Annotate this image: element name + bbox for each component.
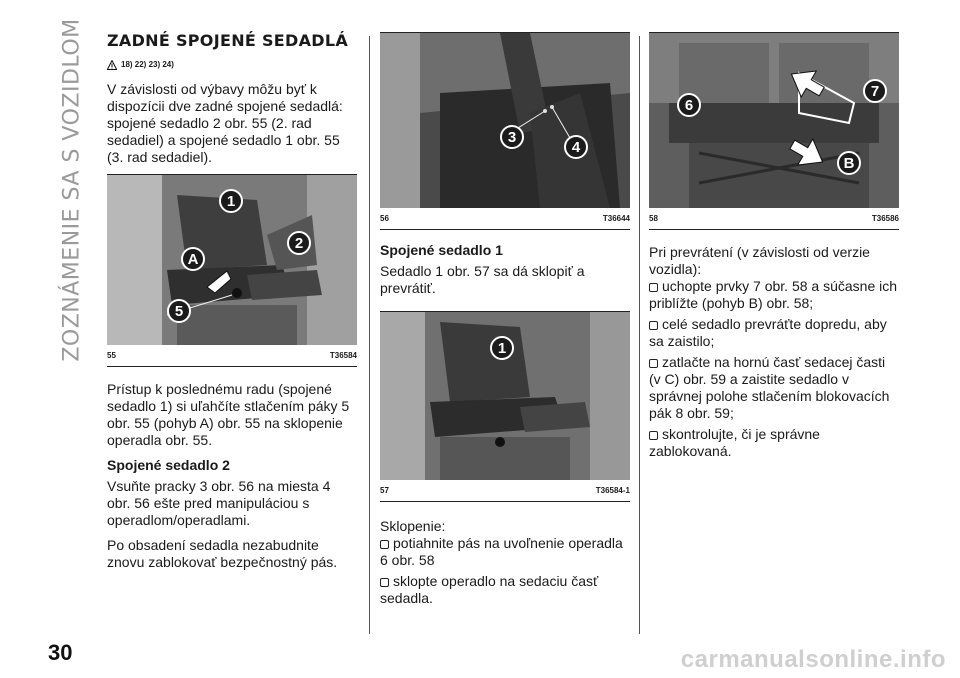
figure-55-caption: 55 T36584 — [107, 347, 357, 367]
checkbox-icon — [649, 321, 658, 330]
flip-step-4: skontrolujte, či je správne zablokovaná. — [649, 426, 820, 459]
flip-step-1: uchopte prvky 7 obr. 58 a súčasne ich priblížte (pohyb B) obr. 58; — [649, 278, 898, 311]
flip-step-3: zatlačte na hornú časť sedacej časti (v C) obr. 59 a zaistite sedadlo v správnej polohe stlačením blokovacích pák 8 obr. 59; — [649, 354, 890, 421]
fold-step-2: sklopte operadlo na sedaciu časť sedadla. — [380, 573, 599, 606]
label-6: 6 — [677, 93, 701, 117]
figure-55 — [107, 174, 357, 345]
column-1 — [107, 32, 357, 579]
column-2 — [380, 32, 630, 607]
column-divider-2 — [639, 36, 640, 634]
section-heading: ZADNÉ SPOJENÉ SEDADLÁ — [107, 31, 349, 50]
checkbox-icon — [649, 431, 658, 440]
intro-paragraph: V závislosti od výbavy môžu byť k dispozícii dve zadné spojené sedadlá: spojené sedadlo 2 obr. 55 (2. rad sedadiel) a spojené sedadlo 1 obr. 55 (3. rad sedadiel). — [107, 81, 343, 165]
label-a: A — [181, 247, 205, 271]
column-divider-1 — [369, 36, 370, 634]
label-2: 2 — [287, 231, 311, 255]
column-3 — [649, 32, 899, 460]
access-paragraph: Prístup k poslednému radu (spojené sedadlo 1) si uľahčíte stlačením páky 5 obr. 55 (pohyb A) obr. 55 na sklopenie operadla obr. 55. — [107, 381, 350, 448]
side-chapter-title: ZOZNÁMENIE SA S VOZIDLOM — [59, 18, 85, 362]
figure-56 — [380, 32, 630, 208]
seat-photo-56 — [380, 33, 630, 208]
checkbox-icon — [380, 540, 389, 549]
figure-56-caption: 56 T36644 — [380, 210, 630, 230]
label-5: 5 — [167, 299, 191, 323]
figure-58 — [649, 32, 899, 208]
figure-58-caption: 58 T36586 — [649, 210, 899, 230]
label-b: B — [837, 151, 861, 175]
warning-references: 18) 22) 23) 24) — [107, 56, 357, 73]
label-1-fig57: 1 — [490, 336, 514, 360]
subheading-seat-2: Spojené sedadlo 2 — [107, 457, 230, 473]
checkbox-icon — [380, 578, 389, 587]
flip-step-2: celé sedadlo prevráťte dopredu, aby sa zaistilo; — [649, 316, 887, 349]
fold-title: Sklopenie: — [380, 518, 446, 534]
label-1: 1 — [219, 189, 243, 213]
warning-icon — [107, 60, 117, 70]
figure-57 — [380, 311, 630, 480]
checkbox-icon — [649, 283, 658, 292]
checkbox-icon — [649, 359, 658, 368]
seat-photo-58 — [649, 33, 899, 208]
label-3: 3 — [500, 125, 524, 149]
fold-step-1: potiahnite pás na uvoľnenie operadla 6 obr. 58 — [380, 535, 623, 568]
label-4: 4 — [564, 135, 588, 159]
flip-intro: Pri prevrátení (v závislosti od verzie vozidla): — [649, 244, 870, 277]
watermark: carmanualsonline.info — [680, 646, 946, 673]
seat-2-paragraph-2: Po obsadení sedadla nezabudnite znovu zablokovať bezpečnostný pás. — [107, 537, 338, 570]
subheading-seat-1: Spojené sedadlo 1 — [380, 242, 503, 258]
figure-57-caption: 57 T36584-1 — [380, 482, 630, 502]
label-7: 7 — [863, 79, 887, 103]
page-number: 30 — [48, 640, 73, 665]
seat-1-paragraph: Sedadlo 1 obr. 57 sa dá sklopiť a prevrátiť. — [380, 263, 585, 296]
seat-2-paragraph-1: Vsuňte pracky 3 obr. 56 na miesta 4 obr. 56 ešte pred manipuláciou s operadlom/operadlami. — [107, 478, 331, 528]
